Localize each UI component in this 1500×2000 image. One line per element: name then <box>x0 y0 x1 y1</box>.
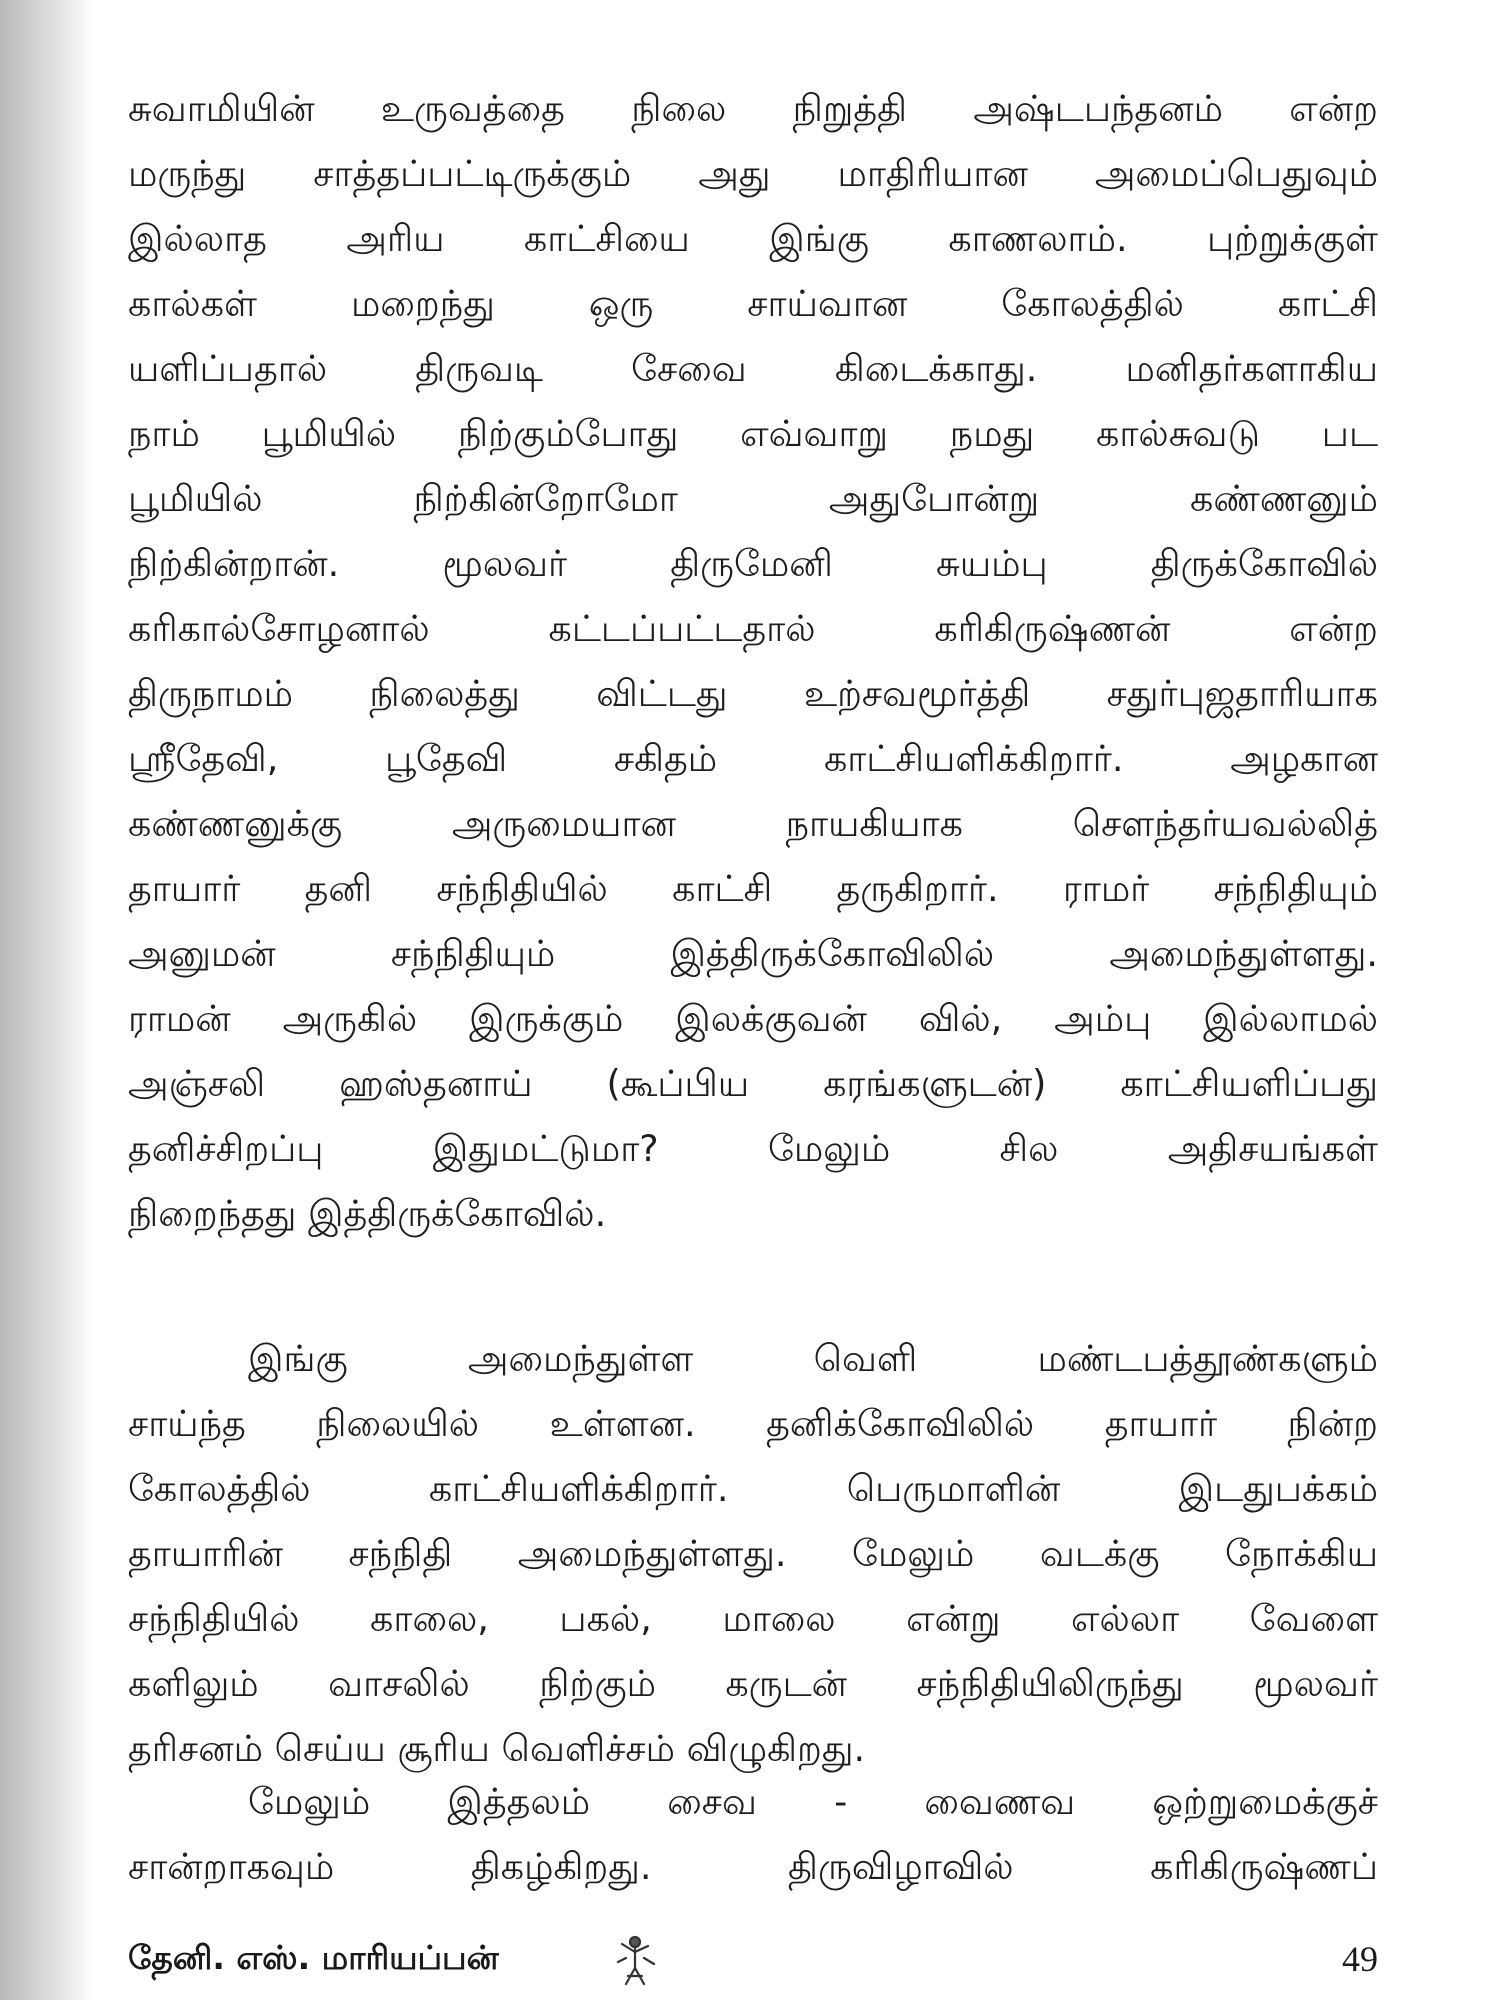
paragraph-3 <box>128 1769 1378 1899</box>
text-line: கால்கள் மறைந்து ஒரு சாய்வான கோலத்தில் காட்சி <box>128 282 1378 325</box>
page-binding-shadow <box>0 0 92 2000</box>
text-line: கண்ணனுக்கு அருமையான நாயகியாக சௌந்தர்யவல்லித் <box>128 802 1378 845</box>
text-line: மருந்து சாத்தப்பட்டிருக்கும் அது மாதிரியான அமைப்பெதுவும் <box>128 152 1378 195</box>
text-line: நாம் பூமியில் நிற்கும்போது எவ்வாறு நமது கால்சுவடு பட <box>128 412 1378 455</box>
book-page <box>128 64 1378 1979</box>
text-line: களிலும் வாசலில் நிற்கும் கருடன் சந்நிதியிலிருந்து மூலவர் <box>128 1662 1378 1705</box>
paragraph-1 <box>128 76 1378 1246</box>
text-line: சுவாமியின் உருவத்தை நிலை நிறுத்தி அஷ்டபந்தனம் என்ற <box>128 87 1378 130</box>
text-line: தாயாரின் சந்நிதி அமைந்துள்ளது. மேலும் வடக்கு நோக்கிய <box>128 1532 1378 1575</box>
paragraph-2 <box>128 1326 1378 1781</box>
text-line: கோலத்தில் காட்சியளிக்கிறார். பெருமாளின் இடதுபக்கம் <box>128 1467 1378 1510</box>
figure-emblem-icon <box>608 1932 662 1988</box>
text-line: கரிகால்சோழனால் கட்டப்பட்டதால் கரிகிருஷ்ணன் என்ற <box>128 607 1378 650</box>
text-line: மேலும் இத்தலம் சைவ - வைணவ ஒற்றுமைக்குச் <box>248 1780 1378 1823</box>
text-line: ராமன் அருகில் இருக்கும் இலக்குவன் வில், அம்பு இல்லாமல் <box>128 997 1378 1040</box>
page-footer <box>128 1932 1378 1992</box>
text-line: சந்நிதியில் காலை, பகல், மாலை என்று எல்லா வேளை <box>128 1597 1378 1640</box>
text-line: நிற்கின்றான். மூலவர் திருமேனி சுயம்பு திருக்கோவில் <box>128 542 1378 585</box>
text-line: திருநாமம் நிலைத்து விட்டது உற்சவமூர்த்தி சதுர்புஜதாரியாக <box>128 672 1378 715</box>
text-line: இல்லாத அரிய காட்சியை இங்கு காணலாம். புற்றுக்குள் <box>128 217 1378 260</box>
text-line: அஞ்சலி ஹஸ்தனாய் (கூப்பிய கரங்களுடன்) காட்சியளிப்பது <box>128 1062 1378 1105</box>
text-line: தரிசனம் செய்ய சூரிய வெளிச்சம் விழுகிறது. <box>128 1727 866 1770</box>
text-line: தாயார் தனி சந்நிதியில் காட்சி தருகிறார். ராமர் சந்நிதியும் <box>128 867 1378 910</box>
text-line: அனுமன் சந்நிதியும் இத்திருக்கோவிலில் அமைந்துள்ளது. <box>128 932 1378 975</box>
text-line: நிறைந்தது இத்திருக்கோவில். <box>128 1192 607 1235</box>
text-line: யளிப்பதால் திருவடி சேவை கிடைக்காது. மனிதர்களாகிய <box>128 347 1378 390</box>
text-line: பூமியில் நிற்கின்றோமோ அதுபோன்று கண்ணனும் <box>128 477 1378 520</box>
text-line: இங்கு அமைந்துள்ள வெளி மண்டபத்தூண்களும் <box>248 1337 1378 1380</box>
text-line: சான்றாகவும் திகழ்கிறது. திருவிழாவில் கரிகிருஷ்ணப் <box>128 1845 1378 1888</box>
text-line: ஸ்ரீதேவி, பூதேவி சகிதம் காட்சியளிக்கிறார். அழகான <box>128 737 1378 780</box>
text-line: சாய்ந்த நிலையில் உள்ளன. தனிக்கோவிலில் தாயார் நின்ற <box>128 1402 1378 1445</box>
author-name: தேனி. எஸ். மாரியப்பன் <box>128 1938 499 1977</box>
text-line: தனிச்சிறப்பு இதுமட்டுமா? மேலும் சில அதிசயங்கள் <box>128 1127 1378 1170</box>
page-number: 49 <box>1342 1939 1378 1979</box>
